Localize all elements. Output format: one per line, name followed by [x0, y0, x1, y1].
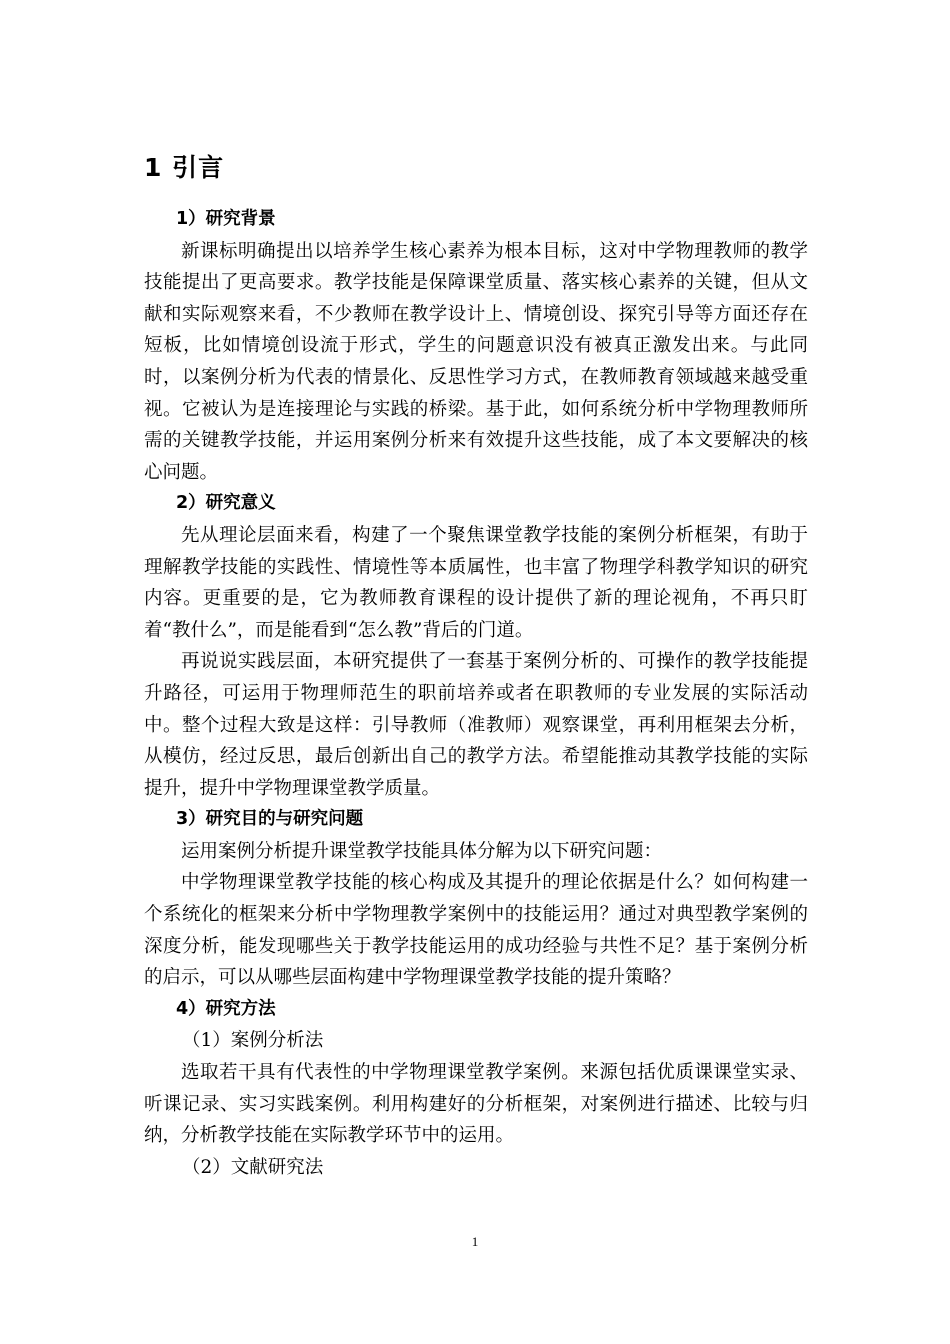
paragraph-purpose-questions: 中学物理课堂教学技能的核心构成及其提升的理论依据是什么？如何构建一个系统化的框架来分析中学物理教学案例中的技能运用？通过对典型教学案例的深度分析，能发现哪些关于教学技能运用的成功经验与共性不足？基于案例分析的启示，可以从哪些层面构建中学物理课堂教学技能的提升策略？ — [144, 872, 808, 989]
paragraph-significance-practice: 再说说实践层面，本研究提供了一套基于案例分析的、可操作的教学技能提升路径，可运用于物理师范生的职前培养或者在职教师的专业发展的实际活动中。整个过程大致是这样：引导教师（准教师）观察课堂，再利用框架去分析，从模仿，经过反思，最后创新出自己的教学方法。希望能推动其教学技能的实际提升，提升中学物理课堂教学质量。 — [144, 651, 808, 799]
section-heading-background: 1）研究背景 — [176, 209, 276, 229]
section-heading-significance: 2）研究意义 — [176, 493, 276, 514]
paragraph-method-case-analysis: 选取若干具有代表性的中学物理课堂教学案例。来源包括优质课课堂实录、听课记录、实习实践案例。利用构建好的分析框架，对案例进行描述、比较与归纳，分析教学技能在实际教学环节中的运用。 — [144, 1062, 808, 1147]
page-number: 1 — [471, 1234, 479, 1249]
paragraph-background: 新课标明确提出以培养学生核心素养为根本目标，这对中学物理教师的教学技能提出了更高要求。教学技能是保障课堂质量、落实核心素养的关键，但从文献和实际观察来看，不少教师在教学设计上、情境创设、探究引导等方面还存在短板，比如情境创设流于形式，学生的问题意识没有被真正激发出来。与此同时，以案例分析为代表的情景化、反思性学习方式，在教师教育领域越来越受重视。它被认为是连接理论与实践的桥梁。基于此，如何系统分析中学物理教师所需的关键教学技能，并运用案例分析来有效提升这些技能，成了本文要解决的核心问题。 — [144, 240, 808, 483]
chapter-title: 1 引言 — [144, 153, 225, 182]
method-title-case-analysis: （1）案例分析法 — [182, 1030, 324, 1052]
paragraph-purpose-intro: 运用案例分析提升课堂教学技能具体分解为以下研究问题： — [181, 840, 663, 862]
section-heading-purpose: 3）研究目的与研究问题 — [176, 809, 364, 830]
chapter-body — [144, 204, 808, 1183]
paragraph-significance-theory: 先从理论层面来看，构建了一个聚焦课堂教学技能的案例分析框架，有助于理解教学技能的实践性、情境性等本质属性，也丰富了物理学科教学知识的研究内容。更重要的是，它为教师教育课程的设计提供了新的理论视角，不再只盯着“教什么”，而是能看到“怎么教”背后的门道。 — [144, 524, 808, 641]
section-heading-methods: 4）研究方法 — [176, 998, 276, 1019]
method-title-literature: （2）文献研究法 — [182, 1156, 324, 1178]
